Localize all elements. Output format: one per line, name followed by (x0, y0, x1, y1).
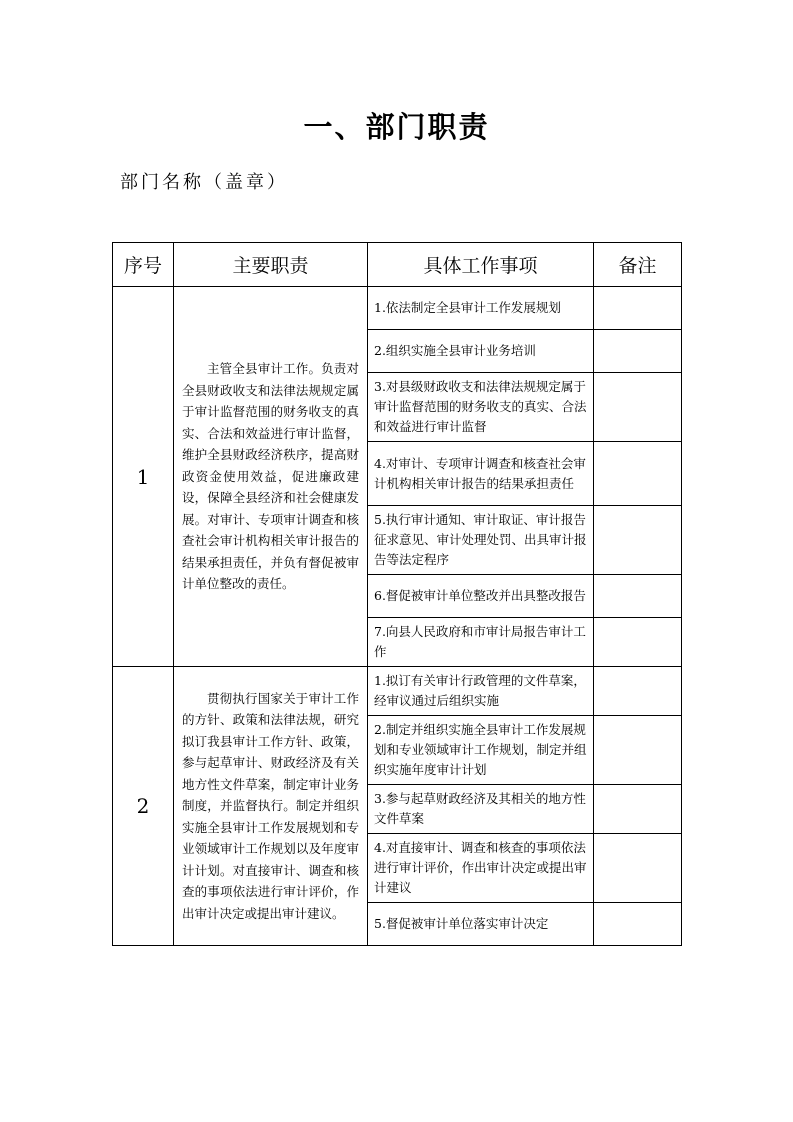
work-item: 5.督促被审计单位落实审计决定 (368, 903, 594, 946)
work-item: 5.执行审计通知、审计取证、审计报告征求意见、审计处理处罚、出具审计报告等法定程序 (368, 506, 594, 575)
department-name-label: 部门名称（盖章） (120, 172, 288, 193)
work-item: 4.对直接审计、调查和核查的事项依法进行审计评价，作出审计决定或提出审计建议 (368, 834, 594, 903)
work-item: 3.对县级财政收支和法律法规规定属于审计监督范围的财务收支的真实、合法和效益进行审计监督 (368, 373, 594, 442)
remark-cell (594, 716, 682, 785)
page-title: 一、部门职责 (303, 110, 490, 144)
main-duty-cell (174, 667, 368, 946)
remark-cell (594, 373, 682, 442)
main-duty-text: 主管全县审计工作。负责对全县财政收支和法律法规规定属于审计监督范围的财务收支的真实、合法和效益进行审计监督，维护全县财政经济秩序，提高财政资金使用效益，促进廉政建设，保障全县经济和社会健康发展。对审计、专项审计调查和核查社会审计机构相关审计报告的结果承担责任，并负有督促被审计单位整改的责任。 (182, 361, 359, 592)
main-duty-text: 贯彻执行国家关于审计工作的方针、政策和法律法规，研究拟订我县审计工作方针、政策，参与起草审计、财政经济及有关地方性文件草案，制定审计业务制度，并监督执行。制定并组织实施全县审计工作发展规划和专业领域审计工作规划以及年度审计计划。对直接审计、调查和核查的事项依法进行审计评价，作出审计决定或提出审计建议。 (182, 690, 359, 921)
work-item: 1.拟订有关审计行政管理的文件草案，经审议通过后组织实施 (368, 667, 594, 716)
work-item: 7.向县人民政府和市审计局报告审计工作 (368, 618, 594, 667)
remark-cell (594, 330, 682, 373)
remark-cell (594, 618, 682, 667)
work-item: 2.制定并组织实施全县审计工作发展规划和专业领域审计工作规划，制定并组织实施年度审计计划 (368, 716, 594, 785)
table-row (113, 287, 682, 330)
remark-cell (594, 506, 682, 575)
work-item: 4.对审计、专项审计调查和核查社会审计机构相关审计报告的结果承担责任 (368, 442, 594, 506)
work-item: 3.参与起草财政经济及其相关的地方性文件草案 (368, 785, 594, 834)
remark-cell (594, 442, 682, 506)
header-main-duty: 主要职责 (174, 243, 368, 287)
remark-cell (594, 575, 682, 618)
work-item: 2.组织实施全县审计业务培训 (368, 330, 594, 373)
remark-cell (594, 667, 682, 716)
remark-cell (594, 834, 682, 903)
header-seq: 序号 (113, 243, 174, 287)
work-item: 6.督促被审计单位整改并出具整改报告 (368, 575, 594, 618)
remark-cell (594, 287, 682, 330)
header-remarks: 备注 (594, 243, 682, 287)
work-item: 1.依法制定全县审计工作发展规划 (368, 287, 594, 330)
remark-cell (594, 785, 682, 834)
main-duty-cell (174, 287, 368, 667)
table-header-row (113, 243, 682, 287)
duties-table (112, 242, 682, 946)
row-seq: 1 (113, 287, 174, 667)
header-work-items: 具体工作事项 (368, 243, 594, 287)
table-row (113, 667, 682, 716)
remark-cell (594, 903, 682, 946)
row-seq: 2 (113, 667, 174, 946)
